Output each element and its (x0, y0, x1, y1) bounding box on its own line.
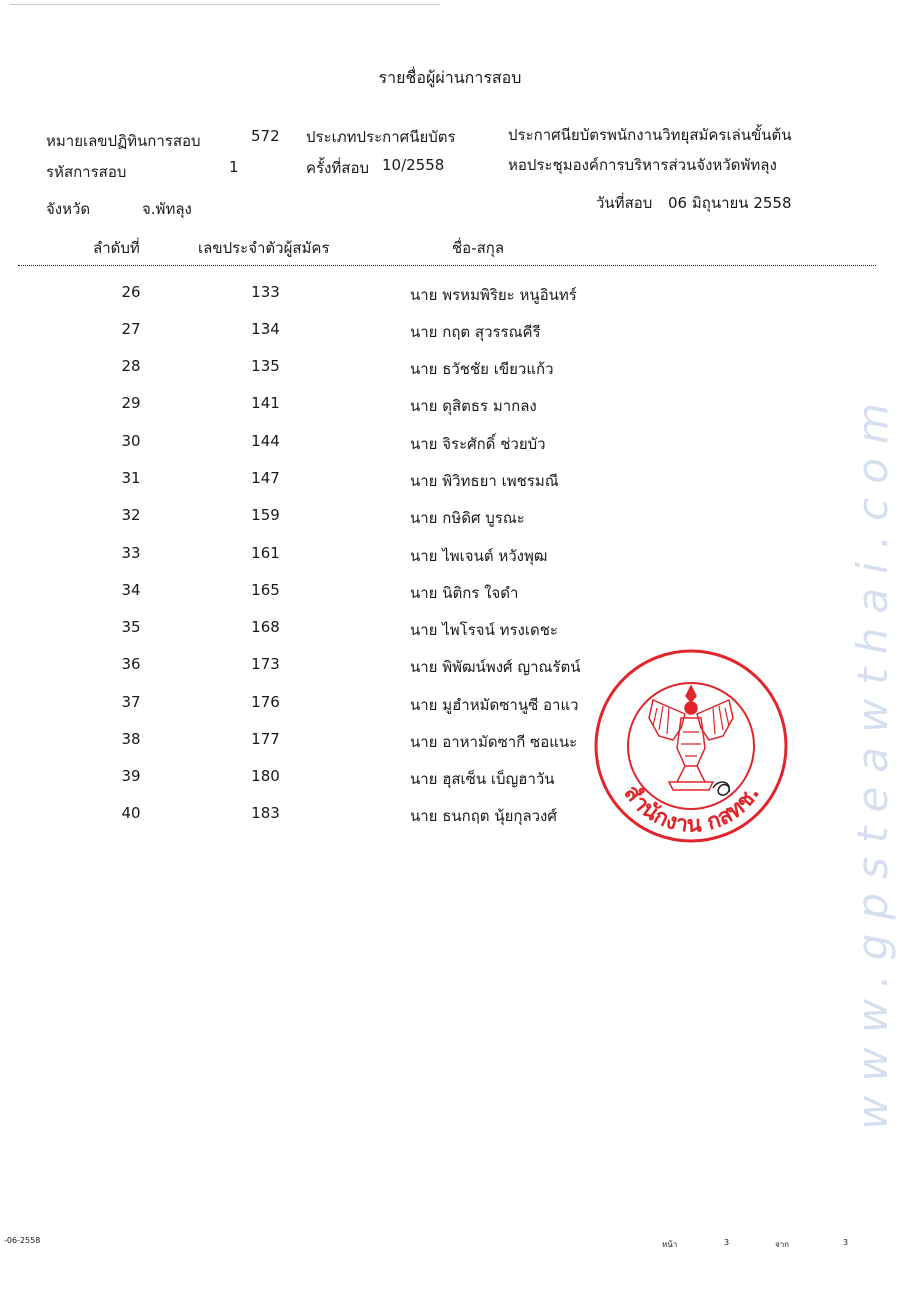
row-order: 36 (121, 655, 141, 673)
row-applicant-id: 147 (251, 469, 280, 487)
exam-date-value: 06 มิถุนายน 2558 (668, 194, 792, 212)
row-name: นาย ไพโรจน์ ทรงเดชะ (410, 621, 558, 639)
exam-round-value: 10/2558 (382, 156, 445, 174)
exam-code-value: 1 (229, 158, 239, 176)
row-order: 31 (121, 469, 141, 487)
row-applicant-id: 168 (251, 618, 280, 636)
exam-round-label: ครั้งที่สอบ (306, 159, 369, 177)
column-header-name: ชื่อ-สกุล (452, 239, 505, 257)
exam-code-label: รหัสการสอบ (46, 163, 127, 181)
row-applicant-id: 144 (251, 432, 280, 450)
row-order: 39 (121, 767, 141, 785)
stamp-arc-label: สำนักงาน กสทช. (618, 780, 766, 838)
page-label: หน้า (662, 1240, 678, 1249)
row-name: นาย ฮุสเซ็น เบ็ญฮาวัน (410, 770, 555, 788)
row-applicant-id: 141 (251, 394, 280, 412)
row-name: นาย ธนกฤต นุ้ยกุลวงศ์ (410, 807, 557, 825)
province-label: จังหวัด (46, 200, 91, 218)
table-row (0, 506, 900, 543)
row-name: นาย ไพเจนต์ หวังพุฒ (410, 547, 548, 565)
table-row (0, 581, 900, 618)
row-applicant-id: 176 (251, 693, 280, 711)
table-row (0, 544, 900, 581)
row-order: 37 (121, 693, 141, 711)
row-order: 29 (121, 394, 141, 412)
official-stamp-seal (593, 648, 789, 844)
row-name: นาย จิระศักดิ์ ช่วยบัว (410, 435, 546, 453)
row-order: 32 (121, 506, 141, 524)
table-row (0, 432, 900, 469)
scan-edge-line (10, 4, 440, 5)
row-name: นาย อาหามัดซากี ซอแนะ (410, 733, 578, 751)
row-applicant-id: 133 (251, 283, 280, 301)
row-name: นาย กษิดิศ บูรณะ (410, 509, 525, 527)
page-title: รายชื่อผู้ผ่านการสอบ (378, 68, 522, 87)
row-order: 34 (121, 581, 141, 599)
row-applicant-id: 159 (251, 506, 280, 524)
total-pages: 3 (843, 1238, 849, 1247)
row-order: 40 (121, 804, 141, 822)
row-order: 28 (121, 357, 141, 375)
row-applicant-id: 183 (251, 804, 280, 822)
row-applicant-id: 173 (251, 655, 280, 673)
certificate-name: ประกาศนียบัตรพนักงานวิทยุสมัครเล่นขั้นต้น (508, 126, 792, 144)
exam-venue: หอประชุมองค์การบริหารส่วนจังหวัดพัทลุง (508, 156, 777, 174)
row-applicant-id: 177 (251, 730, 280, 748)
table-row (0, 283, 900, 320)
row-applicant-id: 161 (251, 544, 280, 562)
of-label: จาก (775, 1240, 790, 1249)
row-name: นาย พรหมพิริยะ หนูอินทร์ (410, 286, 577, 304)
row-name: นาย กฤต สุวรรณคีรี (410, 323, 541, 341)
table-row (0, 320, 900, 357)
row-applicant-id: 134 (251, 320, 280, 338)
row-name: นาย ดุสิตธร มากลง (410, 397, 537, 415)
signature-mark (713, 782, 729, 795)
row-order: 35 (121, 618, 141, 636)
row-order: 30 (121, 432, 141, 450)
table-row (0, 394, 900, 431)
row-name: นาย พิวิทธยา เพชรมณี (410, 472, 559, 490)
garuda-emblem-icon (649, 686, 733, 790)
row-order: 27 (121, 320, 141, 338)
row-order: 26 (121, 283, 141, 301)
row-name: นาย นิติกร ใจดำ (410, 584, 519, 602)
page-number: 3 (724, 1238, 730, 1247)
certificate-type-label: ประเภทประกาศนียบัตร (306, 128, 456, 146)
row-name: นาย พิพัฒน์พงศ์ ญาณรัตน์ (410, 658, 581, 676)
row-name: นาย ธวัชชัย เขียวแก้ว (410, 360, 554, 378)
header-divider (18, 265, 876, 266)
print-date: -06-2558 (4, 1236, 41, 1245)
province-value: จ.พัทลุง (142, 200, 192, 218)
row-name: นาย มูฮำหมัดซานูซี อาแว (410, 696, 579, 714)
site-watermark: www.gpsteawthai.com (848, 389, 897, 1130)
row-order: 38 (121, 730, 141, 748)
exam-date-label: วันที่สอบ (596, 194, 653, 212)
table-row (0, 469, 900, 506)
license-label: หมายเลขปฏิทินการสอบ (46, 132, 201, 150)
column-header-applicant-id: เลขประจำตัวผู้สมัคร (198, 239, 330, 257)
column-header-order: ลำดับที่ (93, 239, 140, 257)
license-value: 572 (251, 127, 280, 145)
row-applicant-id: 180 (251, 767, 280, 785)
table-row (0, 357, 900, 394)
row-order: 33 (121, 544, 141, 562)
row-applicant-id: 165 (251, 581, 280, 599)
row-applicant-id: 135 (251, 357, 280, 375)
